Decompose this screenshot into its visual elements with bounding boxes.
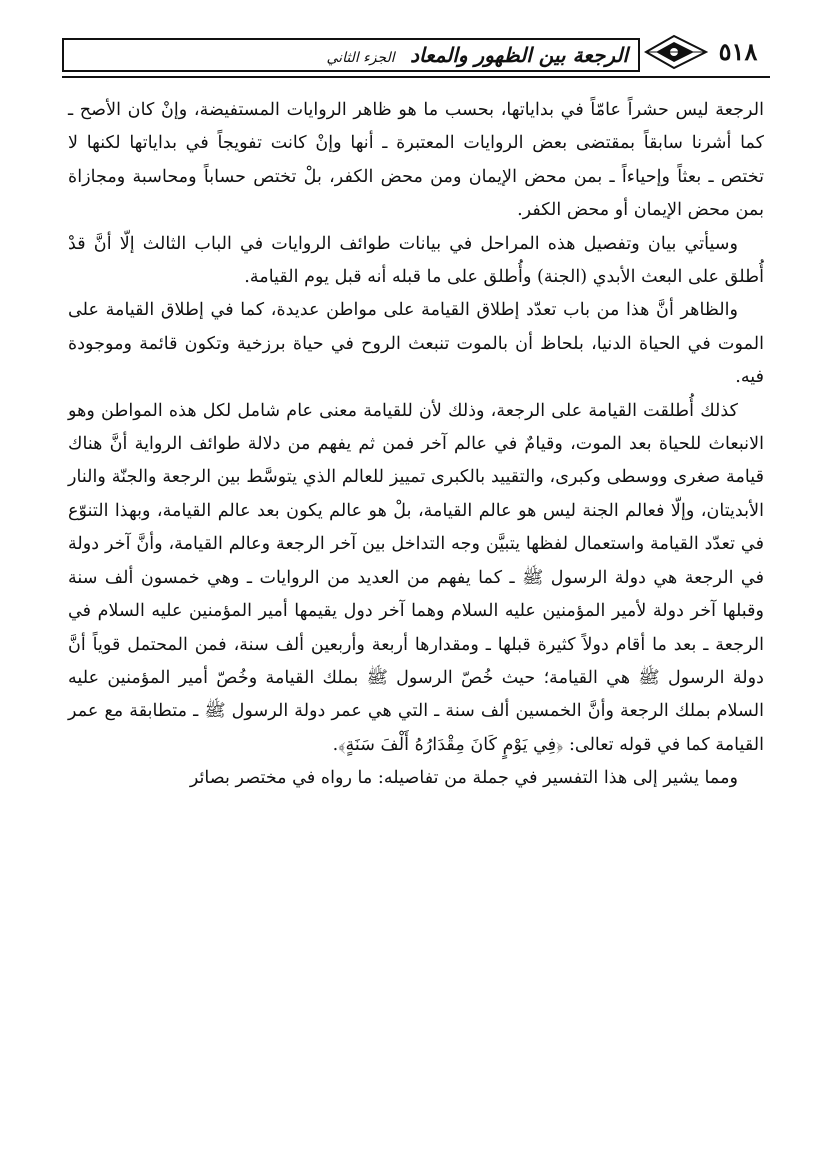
body-text: [68, 94, 764, 796]
book-title: الرجعة بين الظهور والمعاد: [410, 43, 628, 67]
page-header: [62, 30, 770, 78]
paragraph: ومما يشير إلى هذا التفسير في جملة من تفاصيله: ما رواه في مختصر بصائر: [189, 768, 738, 789]
ornament-icon: [644, 32, 708, 72]
paragraph: والظاهر أنَّ هذا من باب تعدّد إطلاق القيامة على مواطن عديدة، كما في إطلاق القيامة على الموت في الحياة الدنيا، بلحاظ أن بالموت تنبعث الروح في حياة برزخية وتكون قائمة وموجودة فيه.: [68, 300, 764, 388]
paragraph: كذلك أُطلقت القيامة على الرجعة، وذلك لأن للقيامة معنى عام شامل لكل هذه المواطن وهو الانبعاث للحياة بعد الموت، وقيامٌ في عالم آخر فمن ثم يفهم من دلالة طوائف الرواية أنَّ هناك قيامة صغرى ووسطى وكبرى، والتقييد بالكبرى تمييز للعالم الذي يتوسَّط بين الرجعة والجنّة والنار الأبديتان، وإلّا فعالم الجنة ليس هو عالم القيامة، بلْ هو عالم يكون بعد عالم القيامة، وبهذا التنوّع في تعدّد القيامة واستعمال لفظها يتبيَّن وجه التداخل بين آخر الرجعة وعالم القيامة، وأنَّ آخر دولة في الرجعة هي دولة الرسول ﷺ ـ كما يفهم من العديد من الروايات ـ وهي خمسون ألف سنة وقبلها آخر دولة لأمير المؤمنين عليه السلام وهما آخر دول يقيمها أمير المؤمنين عليه السلام في الرجعة ـ بعد ما أقام دولاً كثيرة قبلها ـ ومقدارها أربعة وأربعين ألف سنة، فمن المحتمل قوياً أنَّ دولة الرسول ﷺ هي القيامة؛ حيث خُصّ الرسول ﷺ بملك القيامة وخُصّ أمير المؤمنين عليه السلام بملك الرجعة وأنَّ الخمسين ألف سنة ـ التي هي عمر دولة الرسول ﷺ ـ متطابقة مع عمر القيامة كما في قوله تعالى: ﴿فِي يَوْمٍ كَانَ مِقْدَارُهُ أَلْفَ سَنَةٍ﴾.: [68, 400, 764, 755]
header-divider: [62, 76, 770, 78]
paragraph: الرجعة ليس حشراً عامّاً في بداياتها، بحسب ما هو ظاهر الروايات المستفيضة، وإنْ كان الأصح ـ كما أشرنا سابقاً بمقتضى بعض الروايات المعتبرة ـ أنها وإنْ كانت تفويجاً في بداياتها لكنها لا تختص ـ بعثاً وإحياءاً ـ بمن محض الإيمان ومن محض الكفر، بلْ تختص حساباً ومحاسبة ومجازاة بمن محض الإيمان أو محض الكفر.: [68, 100, 764, 221]
paragraph: وسيأتي بيان وتفصيل هذه المراحل في بيانات طوائف الروايات في الباب الثالث إلّا أنَّ قدْ أُطلق على البعث الأبدي (الجنة) وأُطلق على ما قبله أنه قبل يوم القيامة.: [68, 233, 764, 288]
page-number: ٥١٨: [718, 37, 758, 66]
running-title: [62, 38, 640, 72]
part-label: الجزء الثاني: [326, 50, 395, 66]
